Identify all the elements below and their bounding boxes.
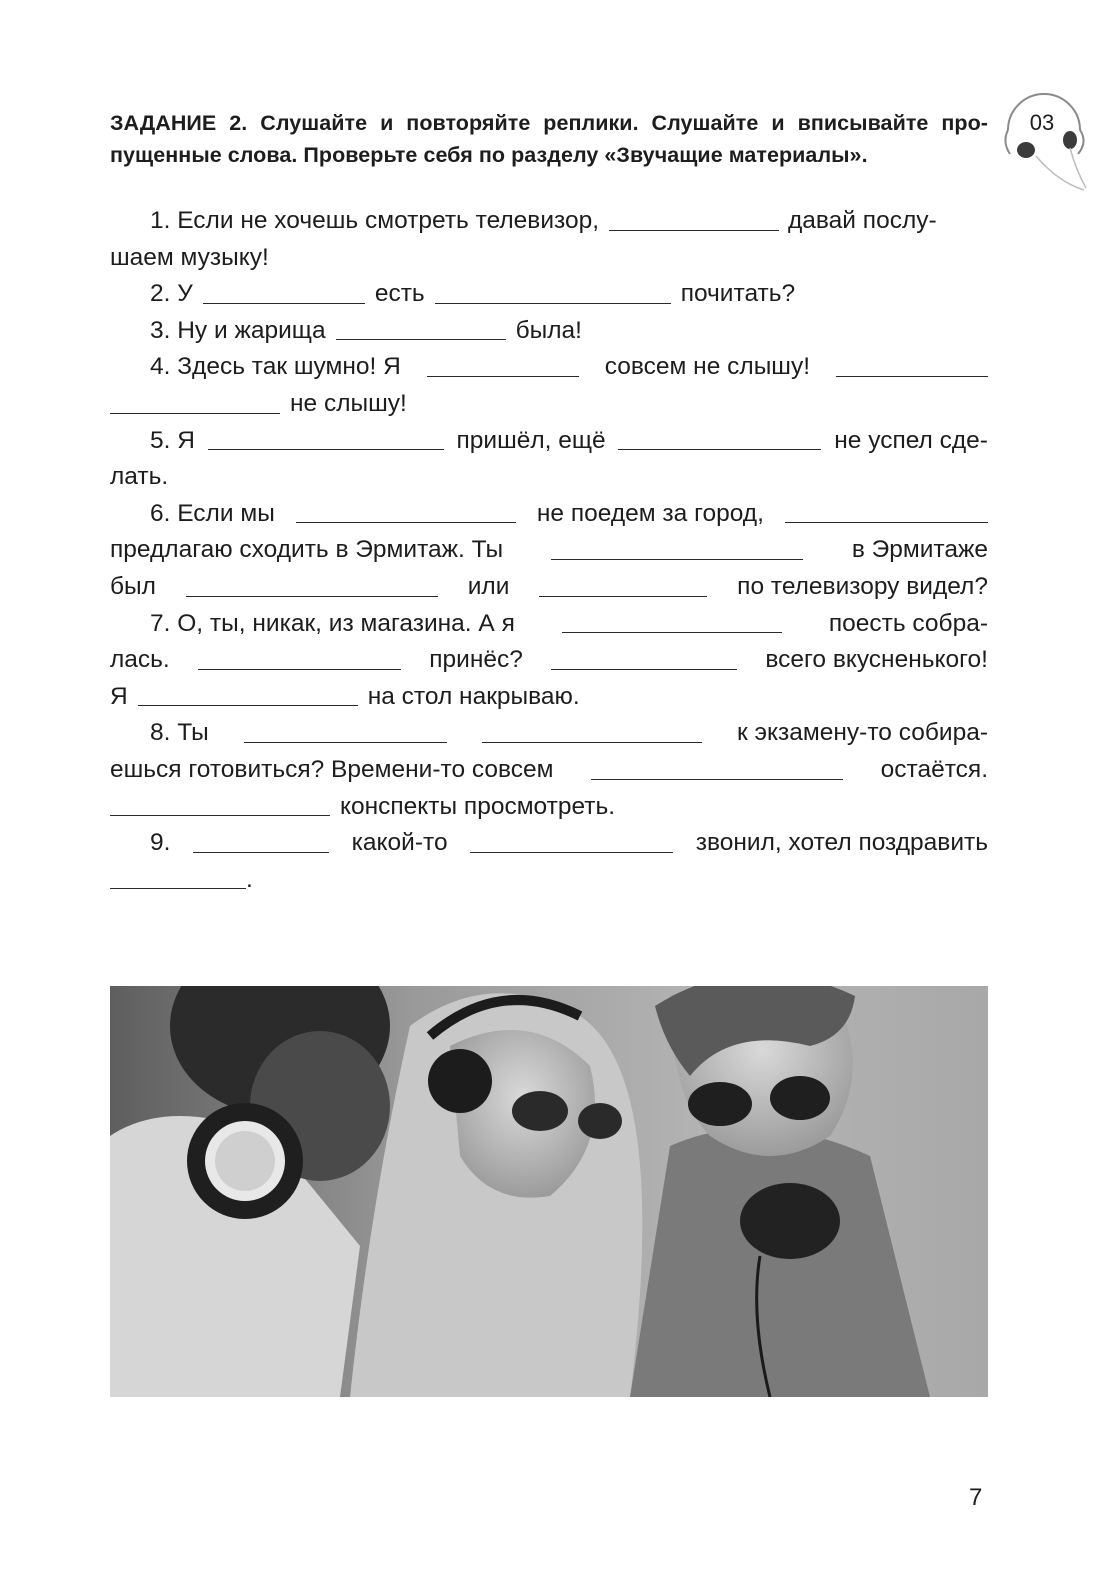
exercise-text: на стол накрываю. xyxy=(367,682,580,710)
answer-blank[interactable] xyxy=(435,303,671,304)
answer-blank[interactable] xyxy=(208,449,444,450)
answer-blank[interactable] xyxy=(539,596,707,597)
headphones-icon xyxy=(996,90,1096,200)
exercise-text: 7. О, ты, никак, из магазина. А я xyxy=(150,609,515,637)
exercise-text: почитать? xyxy=(680,280,796,308)
exercise-text: совсем не слышу! xyxy=(604,353,811,381)
exercise-text: остаётся. xyxy=(880,755,988,783)
exercise-line xyxy=(110,349,988,386)
exercise-line xyxy=(110,862,988,899)
exercise-text: не слышу! xyxy=(290,389,407,417)
exercise-text: не поедем за город, xyxy=(536,499,764,527)
exercise-text: 4. Здесь так шумно! Я xyxy=(150,353,401,381)
exercise-line xyxy=(110,606,988,643)
exercise-text: лась. xyxy=(110,646,170,674)
exercise-text: звонил, хотел поздравить xyxy=(695,829,988,857)
exercise-line xyxy=(110,386,988,423)
page-number: 7 xyxy=(969,1484,983,1511)
exercise-list xyxy=(110,203,988,898)
students-with-headphones-photo xyxy=(110,986,988,1397)
answer-blank[interactable] xyxy=(186,596,438,597)
exercise-text: 2. У xyxy=(150,280,193,308)
exercise-text: шаем музыку! xyxy=(110,243,269,271)
exercise-text: 8. Ты xyxy=(150,719,209,747)
exercise-text: всего вкусненького! xyxy=(765,646,988,674)
answer-blank[interactable] xyxy=(138,705,358,706)
answer-blank[interactable] xyxy=(618,449,821,450)
exercise-line xyxy=(110,715,988,752)
exercise-text: 3. Ну и жарища xyxy=(150,316,326,344)
exercise-line xyxy=(110,569,988,606)
exercise-text: 6. Если мы xyxy=(150,499,275,527)
exercise-text: Я xyxy=(110,682,128,710)
answer-blank[interactable] xyxy=(836,376,988,377)
answer-blank[interactable] xyxy=(551,559,803,560)
exercise-text: какой-то xyxy=(351,829,448,857)
exercise-line xyxy=(110,240,988,277)
exercise-text: принёс? xyxy=(429,646,523,674)
exercise-line xyxy=(110,642,988,679)
exercise-text: лать. xyxy=(110,463,169,491)
exercise-line xyxy=(110,532,988,569)
exercise-line xyxy=(110,203,988,240)
exercise-text: предлагаю сходить в Эрмитаж. Ты xyxy=(110,536,504,564)
answer-blank[interactable] xyxy=(198,669,401,670)
exercise-line xyxy=(110,789,988,826)
answer-blank[interactable] xyxy=(336,339,506,340)
audio-track-number: 03 xyxy=(1029,110,1055,135)
answer-blank[interactable] xyxy=(193,852,329,853)
exercise-text: или xyxy=(467,572,510,600)
exercise-text: 5. Я xyxy=(150,426,195,454)
task-instruction-line-2: пущенные слова. Проверьте себя по разделу «Звучащие материалы». xyxy=(110,143,868,167)
task-instruction-line-1: ЗАДАНИЕ 2. Слушайте и повторяйте реплики. Слушайте и вписывайте про- xyxy=(110,111,988,135)
exercise-text: не успел сде- xyxy=(834,426,988,454)
answer-blank[interactable] xyxy=(562,632,782,633)
exercise-line xyxy=(110,313,988,350)
answer-blank[interactable] xyxy=(591,779,843,780)
exercise-line xyxy=(110,752,988,789)
answer-blank[interactable] xyxy=(296,522,516,523)
answer-blank[interactable] xyxy=(482,742,702,743)
task-header xyxy=(110,107,988,171)
exercise-text: поесть собра- xyxy=(828,609,988,637)
exercise-text: была! xyxy=(515,316,582,344)
answer-blank[interactable] xyxy=(110,815,330,816)
answer-blank[interactable] xyxy=(110,413,280,414)
answer-blank[interactable] xyxy=(551,669,737,670)
exercise-line xyxy=(110,276,988,313)
exercise-line xyxy=(110,679,988,716)
answer-blank[interactable] xyxy=(470,852,673,853)
answer-blank[interactable] xyxy=(203,303,365,304)
exercise-line xyxy=(110,825,988,862)
exercise-line xyxy=(110,496,988,533)
exercise-text: пришёл, ещё xyxy=(456,426,606,454)
exercise-text: конспекты просмотреть. xyxy=(340,792,616,820)
exercise-text: . xyxy=(246,865,253,893)
exercise-text: был xyxy=(110,572,156,600)
exercise-text: давай послу- xyxy=(788,207,937,234)
exercise-text: 1. Если не хочешь смотреть телевизор, xyxy=(150,207,600,234)
exercise-text: ешься готовиться? Времени-то совсем xyxy=(110,755,554,783)
exercise-text: 9. xyxy=(150,829,171,857)
audio-track-badge xyxy=(996,90,1096,200)
exercise-text: в Эрмитаже xyxy=(851,536,988,564)
answer-blank[interactable] xyxy=(427,376,579,377)
answer-blank[interactable] xyxy=(609,230,779,231)
exercise-line xyxy=(110,423,988,460)
answer-blank[interactable] xyxy=(110,888,246,889)
exercise-text: есть xyxy=(374,280,425,308)
exercise-line xyxy=(110,459,988,496)
exercise-text: по телевизору видел? xyxy=(737,572,988,600)
answer-blank[interactable] xyxy=(244,742,447,743)
answer-blank[interactable] xyxy=(785,522,988,523)
exercise-text: к экзамену-то собира- xyxy=(737,719,988,747)
